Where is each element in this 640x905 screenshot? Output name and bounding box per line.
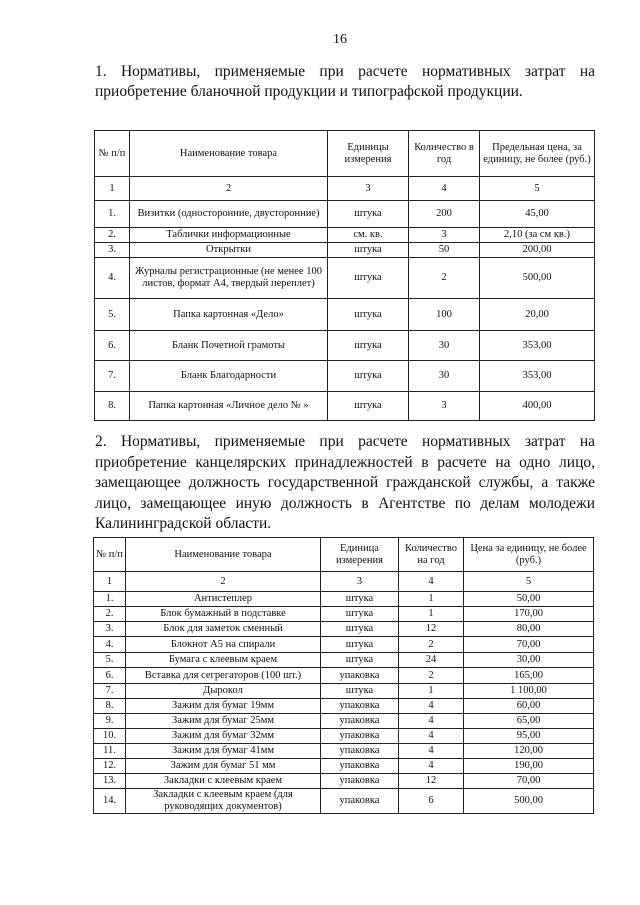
table-cell: 400,00	[480, 392, 595, 421]
table-cell: 2	[126, 572, 321, 592]
table-cell: 20,00	[480, 299, 595, 331]
forms-printing-table	[94, 130, 595, 421]
table-row	[94, 622, 594, 637]
table-header-row	[95, 131, 595, 177]
table-cell: штука	[328, 201, 409, 228]
table-cell: см. кв.	[328, 228, 409, 243]
table-cell: 8.	[94, 699, 126, 714]
table-cell: Визитки (односторонние, двусторонние)	[130, 201, 328, 228]
table-cell: 6.	[94, 668, 126, 684]
table-row	[94, 637, 594, 653]
table-cell: 70,00	[464, 774, 594, 789]
table-cell: Зажим для бумаг 41мм	[126, 744, 321, 759]
table-cell: 165,00	[464, 668, 594, 684]
table-cell: 65,00	[464, 714, 594, 729]
table-cell: Закладки с клеевым краем	[126, 774, 321, 789]
table-cell: 170,00	[464, 607, 594, 622]
table-cell: 12	[399, 622, 464, 637]
table-cell: 9.	[94, 714, 126, 729]
table-cell: Антистеплер	[126, 592, 321, 607]
table-row	[95, 392, 595, 421]
table-cell: Блок для заметок сменный	[126, 622, 321, 637]
table-cell: Количество в год	[409, 131, 480, 177]
table-cell: 3	[328, 177, 409, 201]
table-cell: Зажим для бумаг 32мм	[126, 729, 321, 744]
stationery-table	[93, 537, 594, 814]
table-cell: 500,00	[464, 789, 594, 814]
table-cell: штука	[321, 653, 399, 668]
table-cell: штука	[328, 258, 409, 299]
table-cell: Таблички информационные	[130, 228, 328, 243]
table-cell: 13.	[94, 774, 126, 789]
table-cell: 500,00	[480, 258, 595, 299]
table-cell: 3.	[95, 243, 130, 258]
table-cell: 2	[399, 668, 464, 684]
table-cell: Зажим для бумаг 19мм	[126, 699, 321, 714]
table-cell: Бланк Почетной грамоты	[130, 331, 328, 361]
table-cell: 4.	[94, 637, 126, 653]
table-cell: 1	[399, 684, 464, 699]
table-cell: 4.	[95, 258, 130, 299]
table-row	[95, 331, 595, 361]
table-cell: штука	[321, 684, 399, 699]
table-cell: 30	[409, 361, 480, 392]
table-cell: Открытки	[130, 243, 328, 258]
table-cell: упаковка	[321, 744, 399, 759]
table-cell: штука	[321, 622, 399, 637]
table-cell: Блокнот А5 на спирали	[126, 637, 321, 653]
table-row	[94, 699, 594, 714]
table-cell: 4	[399, 714, 464, 729]
table-cell: 1	[399, 607, 464, 622]
table-cell: 6.	[95, 331, 130, 361]
table-cell: штука	[328, 331, 409, 361]
table-cell: 1	[94, 572, 126, 592]
table-cell: 2	[130, 177, 328, 201]
table-cell: 200,00	[480, 243, 595, 258]
table-cell: 60,00	[464, 699, 594, 714]
table-cell: штука	[328, 299, 409, 331]
table-cell: 4	[399, 759, 464, 774]
table-cell: 2	[399, 637, 464, 653]
table-cell: 6	[399, 789, 464, 814]
table-cell: 1.	[94, 592, 126, 607]
section-1-heading: 1. Нормативы, применяемые при расчете нормативных затрат на приобретение бланочной продукции и типографской продукции.	[95, 63, 595, 100]
table-cell: Предельная цена, за единицу, не более (руб.)	[480, 131, 595, 177]
table-row	[94, 653, 594, 668]
table-cell: 3	[321, 572, 399, 592]
table-cell: Наименование товара	[126, 538, 321, 572]
table-cell: 8.	[95, 392, 130, 421]
table-cell: штука	[321, 637, 399, 653]
table-cell: Дырокол	[126, 684, 321, 699]
table-cell: 2.	[95, 228, 130, 243]
table-cell: № п/п	[95, 131, 130, 177]
table-row	[94, 607, 594, 622]
table-cell: 5.	[95, 299, 130, 331]
table-cell: упаковка	[321, 668, 399, 684]
table-cell: Вставка для сегрегаторов (100 шт.)	[126, 668, 321, 684]
table-cell: 353,00	[480, 361, 595, 392]
table-cell: 4	[409, 177, 480, 201]
table-cell: 14.	[94, 789, 126, 814]
table-row	[94, 774, 594, 789]
table-cell: 2,10 (за см кв.)	[480, 228, 595, 243]
table-row	[95, 361, 595, 392]
table-cell: 1.	[95, 201, 130, 228]
table-cell: Единица измерения	[321, 538, 399, 572]
table-cell: Папка картонная «Личное дело № »	[130, 392, 328, 421]
table-cell: 3.	[94, 622, 126, 637]
table-cell: штука	[328, 361, 409, 392]
table-row	[95, 201, 595, 228]
column-number-row	[94, 572, 594, 592]
table-cell: упаковка	[321, 759, 399, 774]
table-cell: упаковка	[321, 699, 399, 714]
table-cell: 4	[399, 729, 464, 744]
table-cell: Единицы измерения	[328, 131, 409, 177]
table-cell: Бумага с клеевым краем	[126, 653, 321, 668]
table-cell: Зажим для бумаг 51 мм	[126, 759, 321, 774]
table-cell: 4	[399, 744, 464, 759]
table-cell: 4	[399, 572, 464, 592]
table-cell: Закладки с клеевым краем (для руководящих документов)	[126, 789, 321, 814]
table-cell: упаковка	[321, 714, 399, 729]
table-cell: 7.	[94, 684, 126, 699]
table-header-row	[94, 538, 594, 572]
table-cell: 11.	[94, 744, 126, 759]
table-cell: 80,00	[464, 622, 594, 637]
section-2-heading: 2. Нормативы, применяемые при расчете нормативных затрат на приобретение канцелярских принадлежностей в расчете на одно лицо, замещающее должность государственной гражданской службы, а также лицо, замещающее иную должность в Агентстве по делам молодежи Калининградской области.	[95, 433, 595, 532]
table-cell: 30,00	[464, 653, 594, 668]
table-cell: 5	[464, 572, 594, 592]
table-cell: 1 100,00	[464, 684, 594, 699]
table-row	[94, 684, 594, 699]
table-row	[94, 714, 594, 729]
table-cell: Папка картонная «Дело»	[130, 299, 328, 331]
page-number: 16	[333, 32, 347, 47]
table-cell: штука	[328, 392, 409, 421]
table-cell: Количество на год	[399, 538, 464, 572]
table-cell: 7.	[95, 361, 130, 392]
table-cell: 24	[399, 653, 464, 668]
table-cell: 4	[399, 699, 464, 714]
table-cell: Наименование товара	[130, 131, 328, 177]
table-cell: 10.	[94, 729, 126, 744]
table-cell: 2.	[94, 607, 126, 622]
table-cell: 5.	[94, 653, 126, 668]
table-cell: 100	[409, 299, 480, 331]
table-cell: упаковка	[321, 789, 399, 814]
table-cell: 95,00	[464, 729, 594, 744]
table-cell: Цена за единицу, не более (руб.)	[464, 538, 594, 572]
table-cell: штука	[321, 592, 399, 607]
table-row	[95, 299, 595, 331]
table-cell: упаковка	[321, 774, 399, 789]
table-cell: 353,00	[480, 331, 595, 361]
table-row	[94, 744, 594, 759]
table-cell: 120,00	[464, 744, 594, 759]
table-cell: 3	[409, 228, 480, 243]
column-number-row	[95, 177, 595, 201]
table-cell: 12.	[94, 759, 126, 774]
table-row	[95, 258, 595, 299]
table-cell: Блок бумажный в подставке	[126, 607, 321, 622]
table-cell: 50,00	[464, 592, 594, 607]
table-cell: 12	[399, 774, 464, 789]
table-row	[94, 759, 594, 774]
table-cell: 1	[399, 592, 464, 607]
table-cell: упаковка	[321, 729, 399, 744]
table-row	[94, 789, 594, 814]
table-row	[94, 592, 594, 607]
table-cell: 50	[409, 243, 480, 258]
table-cell: Журналы регистрационные (не менее 100 листов, формат А4, твердый переплет)	[130, 258, 328, 299]
table-cell: 45,00	[480, 201, 595, 228]
table-cell: штука	[321, 607, 399, 622]
table-cell: 200	[409, 201, 480, 228]
table-cell: № п/п	[94, 538, 126, 572]
table-cell: 190,00	[464, 759, 594, 774]
table-cell: штука	[328, 243, 409, 258]
table-cell: 2	[409, 258, 480, 299]
table-row	[95, 228, 595, 243]
table-cell: 30	[409, 331, 480, 361]
table-cell: 5	[480, 177, 595, 201]
table-cell: 70,00	[464, 637, 594, 653]
table-cell: 3	[409, 392, 480, 421]
table-cell: 1	[95, 177, 130, 201]
table-cell: Зажим для бумаг 25мм	[126, 714, 321, 729]
table-row	[94, 729, 594, 744]
table-row	[94, 668, 594, 684]
table-cell: Бланк Благодарности	[130, 361, 328, 392]
table-row	[95, 243, 595, 258]
